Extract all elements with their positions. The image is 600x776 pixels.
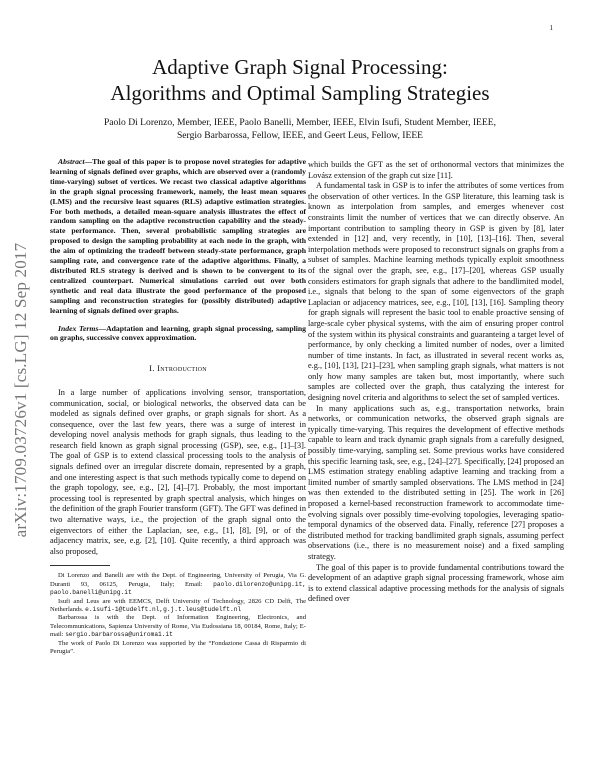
footnote-1-text: Di Lorenzo and Banelli are with the Dept. of Engineering, University of Perugia, Via G. Duranti 93, 06125, Perugia, Italy; Email: bbox=[50, 572, 306, 588]
footnote-1-email: paolo.dilorenzo@unipg.it, paolo.banelli@unipg.it bbox=[50, 580, 306, 597]
footnote-affiliation-1 bbox=[50, 572, 306, 597]
arxiv-id: arXiv:1709.03726v1 [cs.LG] 12 Sep 2017 bbox=[11, 242, 30, 538]
abstract bbox=[50, 157, 306, 316]
right-paragraph-2: A fundamental task in GSP is to infer the attributes of some vertices from the observation of other vertices. In the GSP literature, this learning task is known as interpolation from samples, and emerges whenever cost constraints limit the number of vertices that we can directly observe. An important contribution to sampling theory in GSP is given by [8], later extended in [12] and, very recently, in [10], [13]–[16]. Then, several interpolation methods were proposed to reconstruct signals on graphs from a subset of samples. Machine learning methods typically exploit smoothness of the signal over the graph, see, e.g., [17]–[20], whereas GSP usually considers estimators for graph signals that adhere to the bandlimited model, i.e., signals that belong to the span of some eigenvectors of the graph Laplacian or adjacency matrices, see, e.g., [10], [13], [16]. Sampling theory for graph signals will represent the basic tool to enable proactive sensing of large-scale cyber physical systems, with the aim of ensuring proper control of the system within its physical constraints and guaranteing a target level of performance, by only checking a limited number of nodes, over a limited number of time instants. In fact, as illustrated in several recent works as, e.g., [10], [13], [21]–[23], when sampling graph signals, what matters is not only how many samples are taken but, most importantly, where such samples are collected over the graph, thus catalyzing the interest for designing novel criteria and algorithms to select the set of sampled vertices. bbox=[308, 181, 564, 403]
authors-line-2: Sergio Barbarossa, Fellow, IEEE, and Geert Leus, Fellow, IEEE bbox=[176, 130, 424, 141]
section-number: I. bbox=[149, 363, 158, 374]
footnote-affiliation-2 bbox=[50, 598, 306, 615]
arxiv-sidebar-stamp bbox=[4, 210, 38, 570]
paper-title bbox=[0, 54, 600, 106]
index-terms-label: Index Terms bbox=[58, 323, 99, 333]
footnote-2-email: e.isufi-1@tudelft.nl,g.j.t.leus@tudelft.nl bbox=[85, 606, 242, 614]
authors-line-1: Paolo Di Lorenzo, Member, IEEE, Paolo Banelli, Member, IEEE, Elvin Isufi, Student Member, IEEE, bbox=[103, 117, 497, 128]
right-paragraph-1: which builds the GFT as the set of orthonormal vectors that minimizes the Lovász extension of the graph cut size [11]. bbox=[308, 160, 564, 180]
abstract-label: Abstract bbox=[58, 157, 85, 166]
right-paragraph-3: In many applications such as, e.g., transportation networks, brain networks, or communication networks, the observed graph signals are typically time-varying. This requires the development of effective methods capable to learn and track dynamic graph signals from a carefully designed, possibly time-varying, sampling set. Some previous works have considered this specific learning task, see, e.g., [24]–[27]. Specifically, [24] proposed an LMS estimation strategy enabling adaptive learning and tracking from a limited number of smartly sampled observations. The LMS method in [24] was then extended to the distributed setting in [25]. The work in [26] proposed a kernel-based reconstruction framework to accommodate time-evolving signals over possibly time-evolving topologies, leveraging spatio-temporal dynamics of the observed data. Finally, reference [27] proposes a distributed method for tracking bandlimited graph signals, assuming perfect observations (i.e., there is no measurement noise) and a fixed sampling strategy. bbox=[308, 403, 564, 561]
left-column bbox=[50, 157, 306, 656]
footnote-affiliation-3 bbox=[50, 614, 306, 639]
footnote-3-email: sergio.barbarossa@uniroma1.it bbox=[65, 631, 173, 639]
author-list bbox=[60, 116, 540, 142]
right-paragraph-4: The goal of this paper is to provide fundamental contributions toward the development of an adaptive graph signal processing framework, whose aim is to extend classical adaptive processing methods for the analysis of signals defined over bbox=[308, 562, 564, 604]
title-line-2: Algorithms and Optimal Sampling Strategies bbox=[110, 81, 490, 105]
page-number: 1 bbox=[549, 24, 553, 32]
index-terms bbox=[50, 324, 306, 344]
footnote-rule bbox=[50, 565, 110, 566]
footnote-2-text: Isufi and Leus are with EEMCS, Delft University of Technology, 2826 CD Delft, The Netherlands. bbox=[50, 597, 306, 614]
abstract-text: —The goal of this paper is to propose novel strategies for adaptive learning of signals defined over graphs, which are observed over a (randomly time-varying) subset of vertices. We recast two classical adaptive algorithms in the graph signal processing framework, namely, the least mean squares (LMS) and the recursive least squares (RLS) adaptive estimation strategies. For both methods, a detailed mean-square analysis illustrates the effect of random sampling on the adaptive reconstruction capability and the steady-state performance. Then, several probabilistic sampling strategies are proposed to design the sampling probability at each node in the graph, with the aim of optimizing the tradeoff between steady-state performance, graph sampling rate, and convergence rate of the adaptive algorithms. Finally, a distributed RLS strategy is derived and is shown to be convergent to its centralized counterpart. Numerical simulations carried out over both synthetic and real data illustrate the good performance of the proposed sampling and reconstruction strategies for (possibly distributed) adaptive learning of signals defined over graphs. bbox=[50, 157, 306, 315]
index-terms-text: —Adaptation and learning, graph signal processing, sampling on graphs, successive convex approximation. bbox=[50, 323, 306, 343]
section-title: Introduction bbox=[157, 363, 207, 374]
right-column bbox=[308, 160, 564, 605]
title-line-1: Adaptive Graph Signal Processing: bbox=[152, 55, 448, 79]
footnote-3-text: Barbarossa is with the Dept. of Information Engineering, Electronics, and Telecommunications, Sapienza University of Rome, Via Eudossiana 18, 00184, Rome, Italy; E-mail: bbox=[50, 614, 306, 639]
footnote-funding: The work of Paolo Di Lorenzo was supported by the “Fondazione Cassa di Risparmio di Perugia”. bbox=[50, 639, 306, 656]
section-heading bbox=[50, 363, 306, 374]
intro-paragraph-1: In a large number of applications involving sensor, transportation, communication, social, or biological networks, the observed data can be modeled as signals defined over graphs, or graph signals for short. As a consequence, over the last few years, there was a surge of interest in developing novel analysis methods for graph signals, thus leading to the research field known as graph signal processing (GSP), see, e.g., [1]–[3]. The goal of GSP is to extend classical processing tools to the analysis of signals defined over an irregular discrete domain, represented by a graph, and one interesting aspect is that such methods typically come to depend on the graph topology, see, e.g., [2], [4]–[7]. Probably, the most important processing tool is represented by graph spectral analysis, which hinges on the definition of the graph Fourier transform (GFT). The GFT was defined in two alternative ways, i.e., the projection of the graph signal onto the eigenvectors of either the Laplacian, see, e.g., [1], [8], [9], or of the adjacency matrix, see, e.g. [2], [10]. Quite recently, a third approach was also proposed, bbox=[50, 387, 306, 556]
